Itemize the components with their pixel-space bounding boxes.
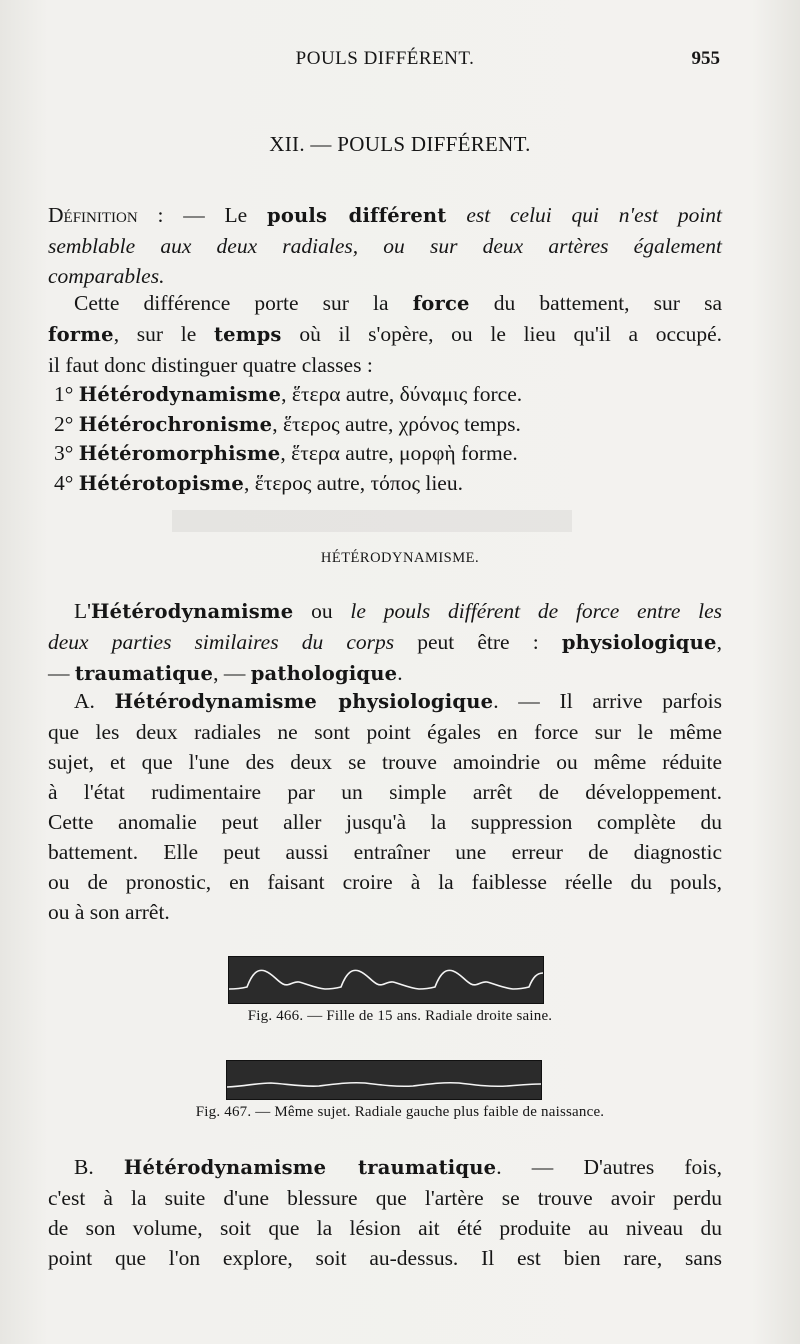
item-number: 2° bbox=[54, 411, 74, 436]
list-item bbox=[48, 380, 722, 410]
item-number: 1° bbox=[54, 382, 74, 406]
classes-list bbox=[48, 380, 722, 498]
text-run: , sur le bbox=[113, 322, 197, 346]
chapter-title: XII. — POULS DIFFÉRENT. bbox=[269, 132, 531, 156]
paragraph-line: que les deux radiales ne sont point égales en force sur le même bbox=[48, 720, 722, 744]
paragraph-line: de son volume, soit que la lésion ait été produite au niveau du bbox=[48, 1216, 722, 1240]
item-etymology: , ἕτερα autre, δύναμις force. bbox=[281, 382, 523, 406]
difference-line-3: il faut donc distinguer quatre classes : bbox=[48, 353, 373, 377]
section-title: HÉTÉRODYNAMISME. bbox=[320, 550, 480, 566]
difference-line-1 bbox=[48, 288, 722, 319]
item-number: 4° bbox=[54, 470, 74, 495]
term-temps: temps bbox=[213, 323, 282, 346]
term-heterodynamisme: Hétérodynamisme bbox=[91, 600, 294, 623]
pulse-waveform-svg bbox=[227, 1061, 541, 1099]
text-run: , — bbox=[213, 661, 246, 685]
para-b-line-1 bbox=[48, 1152, 722, 1183]
pulse-waveform bbox=[229, 970, 543, 989]
para-a-line-1 bbox=[48, 686, 722, 717]
definition-line-2 bbox=[48, 231, 722, 261]
text-run: L' bbox=[74, 599, 92, 623]
paragraph-line: à l'état rudimentaire par un simple arrêt de développement. bbox=[48, 780, 722, 804]
text-run: . — D'autres fois, bbox=[496, 1155, 722, 1179]
definition-line-3 bbox=[48, 261, 722, 291]
text-run: Le bbox=[224, 203, 248, 227]
paragraph-line: point que l'on explore, soit au-dessus. Il est bien rare, sans bbox=[48, 1246, 722, 1270]
term-forme: forme bbox=[48, 323, 114, 346]
term-heterodynamisme-traumatique: Hétérodynamisme traumatique bbox=[123, 1156, 497, 1179]
page-number: 955 bbox=[691, 48, 720, 69]
term-pathologique: pathologique bbox=[250, 662, 398, 685]
term-traumatique: traumatique bbox=[74, 662, 214, 685]
paragraph-line: sujet, et que l'une des deux se trouve amoindrie ou même réduite bbox=[48, 750, 722, 774]
pulse-waveform bbox=[227, 1083, 541, 1087]
item-etymology: , ἕτερα autre, μορφὴ forme. bbox=[280, 441, 518, 465]
paragraph-label: A. bbox=[74, 689, 95, 713]
item-term: Hétéromorphisme bbox=[78, 442, 281, 465]
text-run: où il s'opère, ou le lieu qu'il a occupé. bbox=[299, 322, 722, 346]
term-physiologique: physiologique bbox=[561, 631, 717, 654]
figure-caption: Fig. 466. — Fille de 15 ans. Radiale droite saine. bbox=[247, 1008, 553, 1024]
paragraph-a bbox=[48, 686, 722, 927]
text-run: — bbox=[48, 661, 70, 685]
item-term: Hétérotopisme bbox=[78, 471, 244, 495]
paragraph-line: Cette anomalie peut aller jusqu'à la suppression complète du bbox=[48, 810, 722, 834]
hetero-intro-paragraph bbox=[48, 596, 722, 689]
text-run: comparables. bbox=[48, 264, 165, 288]
pulse-waveform-svg bbox=[229, 957, 543, 1003]
text-run: le pouls différent de force entre les bbox=[350, 599, 723, 623]
text-run: , bbox=[716, 630, 722, 654]
intro-line-3 bbox=[48, 658, 722, 689]
text-run: du battement, sur sa bbox=[493, 291, 722, 315]
paragraph-b bbox=[48, 1152, 722, 1273]
definition-line-1 bbox=[48, 200, 722, 231]
intro-line-2 bbox=[48, 627, 722, 658]
list-item bbox=[48, 469, 722, 499]
paragraph-label: B. bbox=[74, 1155, 94, 1179]
difference-paragraph bbox=[48, 288, 722, 380]
text-run: . bbox=[397, 661, 403, 685]
text-run: semblable aux deux radiales, ou sur deux artères également bbox=[48, 234, 722, 258]
text-run: est celui qui n'est point bbox=[466, 203, 723, 227]
item-etymology: , ἕτερος autre, χρόνος temps. bbox=[272, 411, 521, 436]
item-number: 3° bbox=[54, 441, 74, 465]
definition-label: Définition : — bbox=[48, 203, 205, 227]
item-term: Hétérodynamisme bbox=[78, 383, 282, 406]
difference-line-2 bbox=[48, 319, 722, 350]
term-force: force bbox=[412, 292, 470, 315]
paragraph-line: ou à son arrêt. bbox=[48, 900, 170, 924]
pulse-trace-strong bbox=[228, 956, 544, 1004]
text-run: . — Il arrive parfois bbox=[493, 689, 722, 713]
pulse-trace-weak bbox=[226, 1060, 542, 1100]
list-item bbox=[48, 410, 722, 440]
intro-line-1 bbox=[48, 596, 722, 627]
text-run: Cette différence porte sur la bbox=[74, 291, 389, 315]
item-etymology: , ἕτερος autre, τόπος lieu. bbox=[243, 470, 463, 495]
item-term: Hétérochronisme bbox=[78, 412, 273, 436]
text-run: deux parties similaires du corps bbox=[48, 630, 395, 654]
paragraph-line: ou de pronostic, en faisant croire à la faiblesse réelle du pouls, bbox=[48, 870, 722, 894]
definition-paragraph bbox=[48, 200, 722, 291]
term-heterodynamisme-physiologique: Hétérodynamisme physiologique bbox=[114, 690, 494, 713]
text-run: ou bbox=[311, 599, 333, 623]
running-head: POULS DIFFÉRENT. bbox=[295, 48, 475, 69]
figure-caption: Fig. 467. — Même sujet. Radiale gauche plus faible de naissance. bbox=[195, 1104, 605, 1120]
page-header bbox=[0, 48, 800, 72]
term-pouls-different: pouls différent bbox=[267, 204, 447, 227]
bleed-through-shadow bbox=[172, 510, 572, 532]
list-item bbox=[48, 439, 722, 469]
text-run: peut être : bbox=[417, 630, 539, 654]
paragraph-line: c'est à la suite d'une blessure que l'artère se trouve avoir perdu bbox=[48, 1186, 722, 1210]
paragraph-line: battement. Elle peut aussi entraîner une erreur de diagnostic bbox=[48, 840, 722, 864]
